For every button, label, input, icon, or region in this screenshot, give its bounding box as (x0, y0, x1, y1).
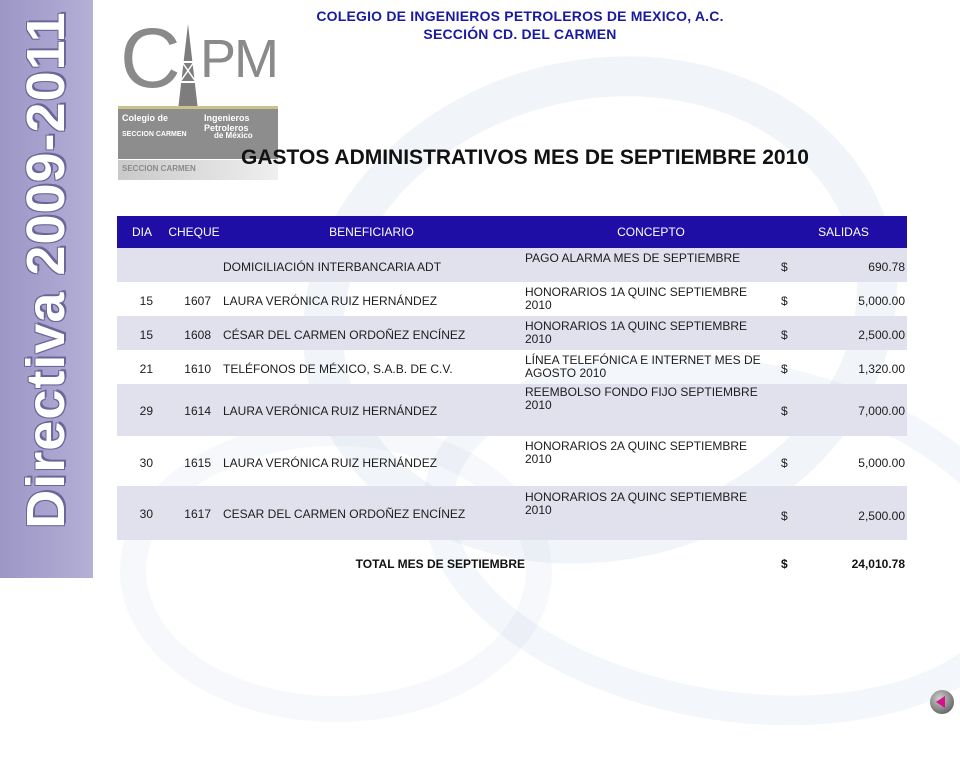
total-label: TOTAL MES DE SEPTIEMBRE (355, 557, 525, 571)
cell-beneficiario: TELÉFONOS DE MÉXICO, S.A.B. DE C.V. (223, 362, 453, 376)
table-row (117, 316, 907, 350)
cell-concepto: HONORARIOS 1A QUINC SEPTIEMBRE 2010 (525, 285, 748, 312)
cell-beneficiario: LAURA VERÓNICA RUIZ HERNÁNDEZ (223, 456, 438, 470)
cell-concepto: HONORARIOS 2A QUINC SEPTIEMBRE 2010 (525, 439, 748, 466)
logo-band-line3: SECCION CARMEN (122, 131, 187, 138)
back-arrow-icon (936, 696, 945, 708)
logo-letter-c: C (120, 11, 181, 105)
cell-salidas: 7,000.00 (858, 404, 905, 418)
cell-beneficiario: LAURA VERÓNICA RUIZ HERNÁNDEZ (223, 294, 438, 308)
total-currency: $ (781, 557, 788, 571)
cell-currency: $ (781, 456, 788, 470)
logo-band-line4: de México (214, 131, 253, 140)
cell-currency: $ (781, 509, 788, 523)
cell-cheque: 1608 (184, 328, 211, 342)
cell-currency: $ (781, 294, 788, 308)
cell-currency: $ (781, 362, 788, 376)
cell-salidas: 2,500.00 (858, 509, 905, 523)
column-header-concepto: CONCEPTO (617, 225, 685, 239)
cell-dia: 29 (139, 404, 153, 418)
cell-cheque: 1610 (184, 362, 211, 376)
cell-beneficiario: CÉSAR DEL CARMEN ORDOÑEZ ENCÍNEZ (223, 328, 466, 342)
column-header-cheque: CHEQUE (168, 225, 220, 239)
table-row (117, 436, 907, 486)
column-header-dia: DIA (131, 225, 152, 239)
cell-cheque: 1617 (184, 507, 211, 521)
cell-salidas: 690.78 (868, 260, 905, 274)
cell-concepto: LÍNEA TELEFÓNICA E INTERNET MES DE AGOSTO 2010 (525, 353, 761, 380)
cell-beneficiario: DOMICILIACIÓN INTERBANCARIA ADT (223, 260, 442, 274)
page-title: GASTOS ADMINISTRATIVOS MES DE SEPTIEMBRE 2010 (241, 146, 809, 169)
table-row (117, 384, 907, 436)
cell-concepto: PAGO ALARMA MES DE SEPTIEMBRE (525, 251, 741, 265)
table-row (117, 248, 907, 282)
table-row (117, 282, 907, 316)
cell-salidas: 5,000.00 (858, 456, 905, 470)
cell-dia: 30 (139, 507, 153, 521)
cell-cheque: 1614 (184, 404, 211, 418)
column-header-beneficiario: BENEFICIARIO (329, 225, 414, 239)
cell-cheque: 1607 (184, 294, 211, 308)
logo-base-text: SECCION CARMEN (122, 164, 196, 173)
cell-salidas: 5,000.00 (858, 294, 905, 308)
cell-concepto: REEMBOLSO FONDO FIJO SEPTIEMBRE 2010 (525, 385, 758, 412)
back-button[interactable] (930, 690, 954, 714)
side-banner-text-wrap (0, 0, 93, 578)
organization-section: SECCIÓN CD. DEL CARMEN (423, 26, 617, 42)
organization-name: COLEGIO DE INGENIEROS PETROLEROS DE MEXICO, A.C. (316, 8, 724, 24)
cell-dia: 30 (139, 456, 153, 470)
table-row (117, 350, 907, 384)
logo-letters-pm: PM (200, 29, 277, 89)
side-banner-text: Directiva 2009-2011 (16, 11, 76, 529)
total-amount: 24,010.78 (851, 557, 905, 571)
cell-currency: $ (781, 404, 788, 418)
logo-band-line2: Ingenieros Petroleros (204, 113, 250, 133)
cell-currency: $ (781, 260, 788, 274)
cell-concepto: HONORARIOS 2A QUINC SEPTIEMBRE 2010 (525, 490, 748, 517)
cell-beneficiario: LAURA VERÓNICA RUIZ HERNÁNDEZ (223, 404, 438, 418)
cell-beneficiario: CESAR DEL CARMEN ORDOÑEZ ENCÍNEZ (223, 507, 466, 521)
logo-band-line1: Colegio de (122, 113, 169, 123)
cell-currency: $ (781, 328, 788, 342)
table-row (117, 486, 907, 540)
cell-concepto: HONORARIOS 1A QUINC SEPTIEMBRE 2010 (525, 319, 748, 346)
cell-dia: 15 (139, 294, 153, 308)
cell-salidas: 1,320.00 (858, 362, 905, 376)
cell-salidas: 2,500.00 (858, 328, 905, 342)
column-header-salidas: SALIDAS (818, 225, 869, 239)
cell-dia: 21 (139, 362, 153, 376)
cell-cheque: 1615 (184, 456, 211, 470)
cell-dia: 15 (139, 328, 153, 342)
table-header (117, 216, 907, 248)
